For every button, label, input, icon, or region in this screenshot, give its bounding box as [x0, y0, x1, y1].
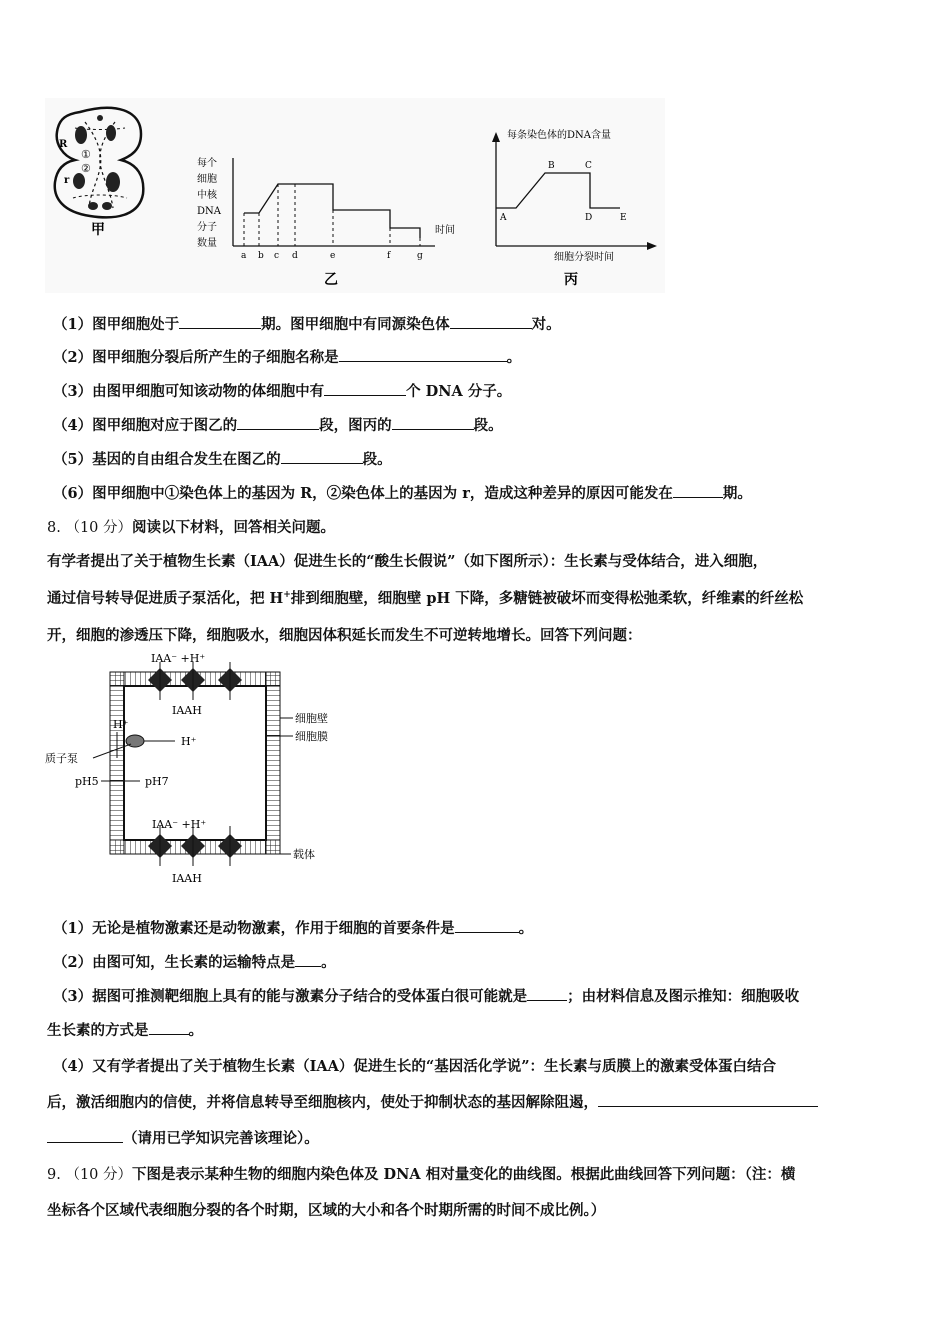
yi-xlabel: 时间	[435, 225, 455, 236]
bing-point-a: A	[500, 213, 507, 223]
yi-ylabel-3: 中核	[197, 190, 217, 201]
answer-blank[interactable]	[237, 415, 319, 431]
yi-tick-e: e	[330, 251, 336, 261]
answer-blank[interactable]	[673, 483, 723, 499]
q8-item-2: （2）由图可知，生长素的运输特点是 。	[53, 951, 336, 972]
q9-line-2: 坐标各个区域代表细胞分裂的各个时期，区域的大小和各个时期所需的时间不成比例。）	[47, 1202, 606, 1219]
label-r2: r	[64, 175, 70, 186]
yi-tick-c: c	[274, 251, 280, 261]
diagram-top-iaah: IAAH	[172, 704, 202, 717]
diagram-top-ion: IAA⁻ +H⁺	[151, 652, 206, 665]
label-2: ②	[81, 162, 91, 175]
bing-ylabel: 每条染色体的DNA含量	[507, 130, 611, 141]
bing-xlabel: 细胞分裂时间	[554, 252, 614, 263]
yi-tick-g: g	[417, 251, 423, 261]
yi-ylabel-6: 数量	[197, 238, 217, 249]
yi-ylabel-5: 分子	[197, 222, 217, 233]
q7-item-3: （3）由图甲细胞可知该动物的体细胞中有 个 DNA 分子。	[53, 380, 511, 401]
q8-heading: 8. （10 分）阅读以下材料，回答相关问题。	[47, 519, 336, 536]
bing-point-c: C	[585, 161, 592, 171]
diagram-membrane: 细胞膜	[295, 730, 328, 743]
q9-line-1: 9. （10 分）下图是表示某种生物的细胞内染色体及 DNA 相对量变化的曲线图。根据此曲线回答下列问题：（注：横	[47, 1166, 796, 1183]
q7-item-4: （4）图甲细胞对应于图乙的 段，图丙的 段。	[53, 414, 503, 435]
answer-blank[interactable]	[455, 918, 519, 934]
yi-ylabel-1: 每个	[197, 158, 217, 169]
yi-tick-d: d	[292, 251, 298, 261]
answer-blank[interactable]	[450, 314, 532, 330]
diagram-bottom-iaah: IAAH	[172, 872, 202, 885]
diagram-ph5: pH5	[75, 775, 99, 788]
yi-tick-b: b	[258, 251, 264, 261]
answer-blank[interactable]	[179, 314, 261, 330]
answer-blank[interactable]	[47, 1128, 123, 1144]
q8-item-3-line-1: （3）据图可推测靶细胞上具有的能与激素分子结合的受体蛋白很可能就是 ；由材料信息及图示推知：细胞吸收	[53, 985, 799, 1006]
answer-blank[interactable]	[339, 347, 507, 363]
diagram-wall: 细胞壁	[295, 712, 328, 725]
bing-point-d: D	[585, 213, 593, 223]
q8-item-1: （1）无论是植物激素还是动物激素，作用于细胞的首要条件是 。	[53, 917, 533, 938]
figure-jia-yi-bing	[45, 98, 665, 293]
q8-material-line-3: 开，细胞的渗透压下降，细胞吸水，细胞因体积延长而发生不可逆转地增长。回答下列问题：	[47, 627, 642, 644]
q8-item-3-line-2: 生长素的方式是 。	[47, 1019, 203, 1040]
yi-ylabel-4: DNA	[197, 206, 221, 217]
answer-blank[interactable]	[281, 449, 363, 465]
diagram-h-inside: H⁺	[181, 735, 197, 748]
diagram-pump: 质子泵	[45, 752, 78, 765]
yi-tick-f: f	[387, 251, 391, 261]
q8-item-4-line-1: （4）又有学者提出了关于植物生长素（IAA）促进生长的“基因活化学说”：生长素与质膜上的激素受体蛋白结合	[53, 1058, 777, 1075]
answer-blank[interactable]	[527, 986, 567, 1002]
diagram-bottom-ion: IAA⁻ +H⁺	[152, 818, 207, 831]
q8-material-line-1: 有学者提出了关于植物生长素（IAA）促进生长的“酸生长假说”（如下图所示）：生长素与受体结合，进入细胞，	[47, 553, 768, 570]
answer-blank[interactable]	[392, 415, 474, 431]
q7-item-5: （5）基因的自由组合发生在图乙的 段。	[53, 448, 392, 469]
label-1: ①	[81, 148, 91, 161]
answer-blank[interactable]	[295, 952, 321, 968]
answer-blank[interactable]	[324, 381, 406, 397]
q7-item-6: （6）图甲细胞中①染色体上的基因为 R，②染色体上的基因为 r，造成这种差异的原因可能发在 期。	[53, 482, 752, 503]
q7-item-1: （1）图甲细胞处于 期。图甲细胞中有同源染色体 对。	[53, 313, 561, 334]
q8-item-4-line-2: 后，激活细胞内的信使，并将信息转导至细胞核内，使处于抑制状态的基因解除阻遏，	[47, 1091, 818, 1112]
diagram-ph7: pH7	[145, 775, 169, 788]
yi-tick-a: a	[241, 251, 247, 261]
diagram-h-left: H⁺	[113, 718, 129, 731]
answer-blank[interactable]	[149, 1020, 189, 1036]
caption-bing: 丙	[564, 272, 578, 288]
q7-item-2: （2）图甲细胞分裂后所产生的子细胞名称是 。	[53, 346, 521, 367]
bing-point-b: B	[548, 161, 555, 171]
bing-point-e: E	[620, 213, 627, 223]
caption-yi: 乙	[324, 272, 338, 288]
q8-item-4-line-3: （请用已学知识完善该理论）。	[47, 1127, 319, 1148]
q8-material-line-2: 通过信号转导促进质子泵活化，把 H+排到细胞壁，细胞壁 pH 下降，多糖链被破坏而变得松弛柔软，纤维素的纤丝松	[47, 590, 804, 607]
caption-jia: 甲	[91, 222, 105, 238]
yi-ylabel-2: 细胞	[197, 174, 217, 185]
acid-growth-diagram	[45, 650, 345, 890]
label-r: R	[59, 139, 68, 150]
answer-blank[interactable]	[598, 1092, 818, 1108]
diagram-carrier: 载体	[293, 848, 315, 861]
